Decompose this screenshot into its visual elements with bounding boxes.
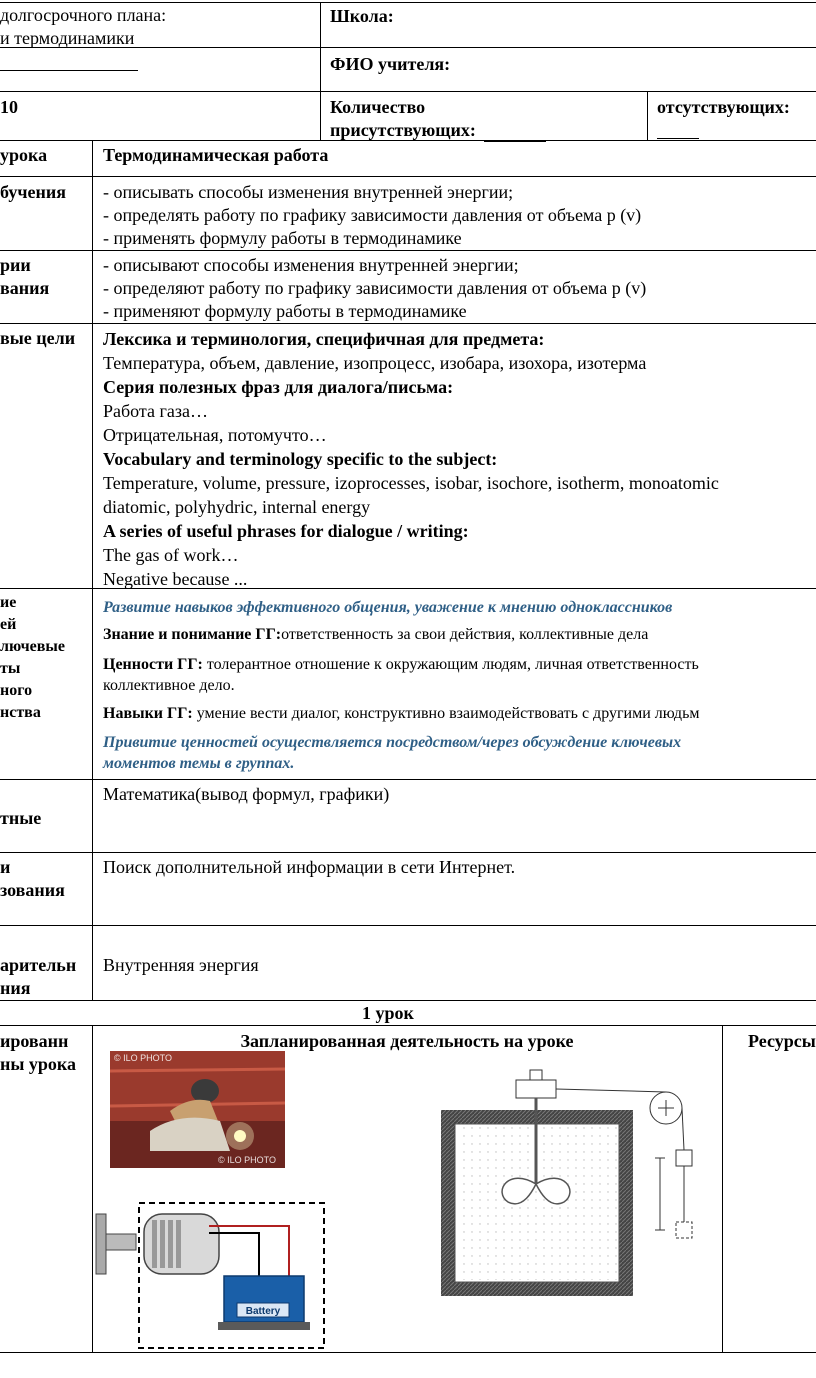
cross-curricular-value: Математика(вывод формул, графики) (103, 784, 390, 804)
list-item: - описывают способы изменения внутренней энергии; (103, 255, 519, 275)
joule-apparatus-diagram (438, 1062, 700, 1300)
skills-text: умение вести диалог, конструктивно взаимодействовать с другими людьм (192, 705, 700, 722)
list-item: - применять формулу работы в термодинамике (103, 228, 462, 248)
table-line (0, 925, 816, 926)
prior-value: Внутренняя энергия (103, 955, 259, 975)
table-line (0, 323, 816, 324)
list-item: - определять работу по графику зависимости давления от объема р (v) (103, 205, 642, 225)
success-criteria-label-line1: рии (0, 255, 31, 275)
table-line (0, 250, 816, 251)
learning-goals-label: бучения (0, 182, 66, 202)
values-label-line: ие (0, 594, 17, 611)
blank-line (0, 70, 138, 71)
plan-title-line1: долгосрочного плана: (0, 5, 167, 25)
values-label-line: ты (0, 660, 21, 677)
values-outro-line1: Привитие ценностей осуществляется посредством/через обсуждение ключевых (103, 734, 682, 751)
welding-photo (110, 1051, 285, 1168)
ict-value: Поиск дополнительной информации в сети Интернет. (103, 857, 516, 877)
values-label-line: ного (0, 682, 33, 699)
prior-label-line1: арительн (0, 955, 77, 975)
cross-curricular-label: тные (0, 808, 42, 828)
phrase-ru: Работа газа… (103, 401, 208, 421)
ict-label-line2: зования (0, 880, 65, 900)
table-line (0, 852, 816, 853)
motor-battery-diagram (94, 1198, 330, 1352)
present-blank (484, 125, 546, 142)
success-criteria-list (103, 254, 646, 323)
lesson-col1-line1: ированн (0, 1031, 69, 1051)
values-intro: Развитие навыков эффективного общения, уважение к мнению одноклассников (103, 599, 673, 616)
plan-title-line2: и термодинамики (0, 28, 135, 48)
battery-label: Battery (245, 1306, 281, 1317)
values-skills (103, 704, 699, 724)
lesson-col2-header: Запланированная деятельность на уроке (240, 1031, 574, 1051)
values-label-line: лючевые (0, 638, 65, 655)
knowledge-label: Знание и понимание ГГ: (103, 626, 282, 643)
phrase-en: Negative because ... (103, 569, 248, 589)
absent-blank (657, 122, 699, 139)
table-line (647, 91, 648, 140)
present-label-line2 (330, 119, 546, 142)
learning-goals-list (103, 181, 641, 250)
knowledge-text: ответственность за свои действия, коллективные дела (281, 626, 649, 643)
values-text: толерантное отношение к окружающим людям, личная ответственность (202, 656, 699, 673)
table-line (0, 91, 816, 92)
values-label-line: ей (0, 616, 17, 633)
topic-value: Термодинамическая работа (103, 145, 329, 165)
phrases-heading-en: A series of useful phrases for dialogue / writing: (103, 521, 469, 541)
table-line (0, 176, 816, 177)
ict-label-line1: и (0, 857, 11, 877)
table-line (92, 140, 93, 1000)
values-label-inline: Ценности ГГ: (103, 656, 203, 673)
school-label: Школа: (330, 6, 394, 26)
success-criteria-label-line2: вания (0, 278, 50, 298)
table-line (320, 2, 321, 140)
table-line (92, 1025, 93, 1352)
vocab-text-en: diatomic, polyhydric, internal energy (103, 497, 371, 517)
present-label-line1: Количество (330, 97, 426, 117)
welding-photo-art (110, 1051, 285, 1168)
photo-watermark: © ILO PHOTO (218, 1155, 276, 1165)
table-line (722, 1025, 723, 1352)
values-label (0, 592, 65, 724)
list-item: - описывать способы изменения внутренней энергии; (103, 182, 514, 202)
values-outro-line2: моментов темы в группах. (103, 755, 295, 772)
teacher-label: ФИО учителя: (330, 54, 451, 74)
vocab-text-ru: Температура, объем, давление, изопроцесс, изобара, изохора, изотерма (103, 353, 647, 373)
vocab-heading-ru: Лексика и терминология, специфичная для предмета: (103, 329, 545, 349)
list-item: - определяют работу по графику зависимости давления от объема р (v) (103, 278, 647, 298)
photo-watermark: © ILO PHOTO (114, 1053, 172, 1063)
values-label-line: нства (0, 704, 41, 721)
vocab-heading-en: Vocabulary and terminology specific to the subject: (103, 449, 498, 469)
table-line (0, 1025, 816, 1026)
grade-value: 10 (0, 97, 18, 117)
absent-label: отсутствующих: (657, 97, 790, 117)
topic-label: урока (0, 145, 48, 165)
lesson-col1-line2: ны урока (0, 1054, 77, 1074)
lesson-title: 1 урок (362, 1003, 414, 1023)
present-label: присутствующих: (330, 120, 476, 140)
skills-label: Навыки ГГ: (103, 705, 193, 722)
vocab-text-en: Temperature, volume, pressure, izoprocesses, isobar, isochore, isotherm, monoatomic (103, 473, 719, 493)
list-item: - применяют формулу работы в термодинамике (103, 301, 467, 321)
values-text-cont: коллективное дело. (103, 677, 235, 694)
table-line (0, 2, 816, 3)
values-values (103, 655, 699, 675)
phrase-ru: Отрицательная, потомучто… (103, 425, 327, 445)
prior-label-line2: ния (0, 978, 31, 998)
language-goals-label: вые цели (0, 328, 76, 348)
table-line (0, 779, 816, 780)
table-line (0, 1352, 816, 1353)
phrases-heading-ru: Серия полезных фраз для диалога/письма: (103, 377, 454, 397)
lesson-col3-header: Ресурсы (748, 1031, 816, 1051)
phrase-en: The gas of work… (103, 545, 239, 565)
values-knowledge (103, 625, 648, 645)
table-line (0, 1000, 816, 1001)
language-goals-content (103, 327, 719, 591)
